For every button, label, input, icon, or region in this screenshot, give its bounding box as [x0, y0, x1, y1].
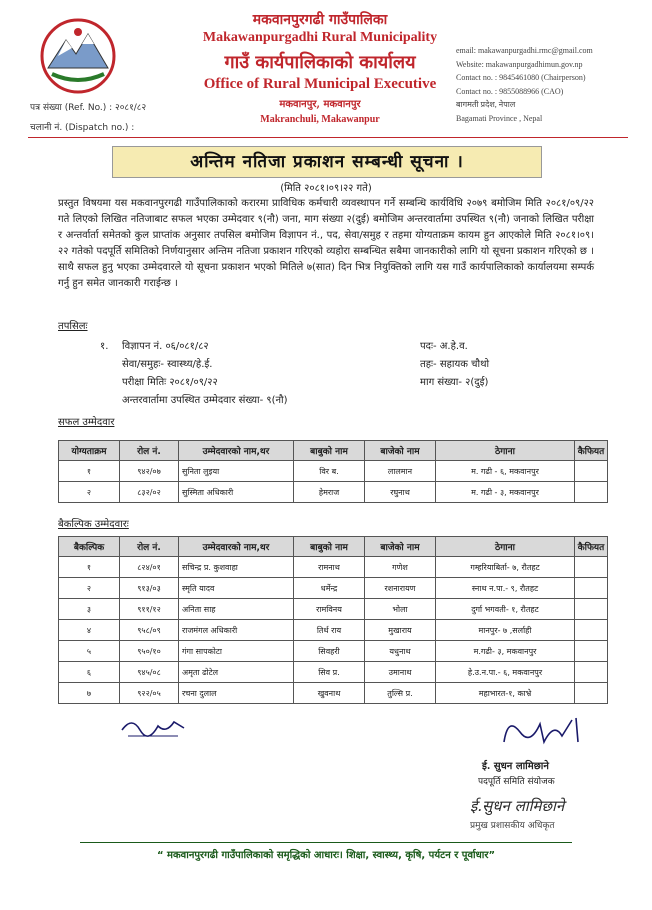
cell — [575, 641, 608, 662]
cell: लालमान — [365, 461, 436, 482]
table-row — [59, 461, 608, 482]
cell: ९२२/०५ — [120, 683, 179, 704]
footer-divider — [80, 842, 572, 843]
municipality-name-en: Makawanpurgadhi Rural Municipality — [202, 30, 438, 45]
cell: भोला — [365, 599, 436, 620]
cell: सिव प्र. — [294, 662, 365, 683]
cell: तुल्सि प्र. — [365, 683, 436, 704]
table-row — [59, 641, 608, 662]
service-group: सेवा/समुहः- स्वास्थ्य/हे.ई. — [122, 359, 213, 370]
dispatch-no: चलानी नं. (Dispatch no.) : — [30, 123, 135, 133]
cell: सिवहरी — [294, 641, 365, 662]
notice-date: (मिति २०८१।०९।२२ गते) — [280, 183, 372, 194]
cell: ९५८/०९ — [120, 620, 179, 641]
footer-slogan: “ मकवानपुरगढी गाउँपालिकाको समृद्धिको आधारः। शिक्षा, स्वास्थ्य, कृषि, पर्यटन र पूर्वाधार” — [156, 850, 496, 861]
stamp-name: ई.सुधन लामिछाने — [470, 797, 565, 815]
cell: रचना दुलाल — [179, 683, 294, 704]
cell: ५ — [59, 641, 120, 662]
col-address: ठेगाना — [436, 441, 575, 461]
alternate-heading: बैकल्पिक उम्मेदवारः — [58, 519, 129, 530]
alternate-table — [58, 536, 608, 704]
cell: ९४५/०८ — [120, 662, 179, 683]
present-count: अन्तरवार्तामा उपस्थित उम्मेदवार संख्या- ९(नौ) — [122, 395, 288, 406]
cell: हे.उ.न.पा.- ६, मकवानपुर — [436, 662, 575, 683]
col-grandfather: बाजेको नाम — [365, 441, 436, 461]
tapsil-label: तपसिलः — [58, 321, 88, 332]
table-header-row — [59, 537, 608, 557]
right-signature — [500, 712, 590, 756]
emblem-logo — [38, 16, 118, 96]
contact-block — [456, 44, 650, 126]
cell: तिर्थ राय — [294, 620, 365, 641]
col-father: बाबुको नाम — [294, 537, 365, 557]
cell: रामनाथ — [294, 557, 365, 578]
cell — [575, 599, 608, 620]
col-alt: बैकल्पिक — [59, 537, 120, 557]
place-en: Makranchuli, Makawanpur — [260, 114, 380, 125]
cell: अमृता ढोटेल — [179, 662, 294, 683]
signatory-role: पदपूर्ति समिति संयोजक — [478, 777, 555, 787]
cell: ८२४/०१ — [120, 557, 179, 578]
cell — [575, 461, 608, 482]
cell: गंगा सापकोटा — [179, 641, 294, 662]
cell: ४ — [59, 620, 120, 641]
cell: धर्मेन्द्र — [294, 578, 365, 599]
col-grandfather: बाजेको नाम — [365, 537, 436, 557]
col-roll: रोल नं. — [120, 537, 179, 557]
cell: स्नाथ न.पा.- ९, रौतहट — [436, 578, 575, 599]
cell: म. गढी - ६, मकवानपुर — [436, 461, 575, 482]
cell: म.गढी- ३, मकवानपुर — [436, 641, 575, 662]
email-text: email: makawanpurgadhi.rmc@gmail.com — [456, 46, 593, 55]
col-rank: योग्यताक्रम — [59, 441, 120, 461]
cell: राजमंगल अधिकारी — [179, 620, 294, 641]
exam-date: परीक्षा मितिः २०८१/०९/२२ — [122, 377, 218, 388]
office-name-en: Office of Rural Municipal Executive — [203, 76, 437, 92]
col-name: उम्मेदवारको नाम,थर — [179, 441, 294, 461]
province-np: बागमती प्रदेश, नेपाल — [456, 100, 516, 110]
post: पदः- अ.हे.व. — [420, 341, 468, 352]
cell — [575, 482, 608, 503]
table-row — [59, 557, 608, 578]
cell: मुखाराय — [365, 620, 436, 641]
cell: दुर्गा भगवती- १, रौतहट — [436, 599, 575, 620]
col-roll: रोल नं. — [120, 441, 179, 461]
website-text: Website: makawanpurgadhimun.gov.np — [456, 59, 583, 69]
cell: ९११/१२ — [120, 599, 179, 620]
col-remarks: कैफियत — [575, 537, 608, 557]
table-row — [59, 683, 608, 704]
cell: सुस्मिता अधिकारी — [179, 482, 294, 503]
cell: रघुनाथ — [365, 482, 436, 503]
table-header-row — [59, 441, 608, 461]
place-np: मकवानपुर, मकवानपुर — [279, 99, 361, 110]
province-en: Bagamati Province , Nepal — [456, 113, 543, 123]
cell: १ — [59, 557, 120, 578]
ad-no: विज्ञापन नं. ०६/०८१/८२ — [122, 341, 209, 352]
cell: ९४२/०७ — [120, 461, 179, 482]
level: तहः- सहायक चौथो — [420, 359, 490, 370]
col-address: ठेगाना — [436, 537, 575, 557]
cell: ९१३/०३ — [120, 578, 179, 599]
contact-chair: Contact no. : 9845461080 (Chairperson) — [456, 73, 586, 83]
cell — [575, 620, 608, 641]
cell: यधुनाथ — [365, 641, 436, 662]
cell: १ — [59, 461, 120, 482]
cell: ३ — [59, 599, 120, 620]
cell — [575, 662, 608, 683]
cell: स्मृति यादव — [179, 578, 294, 599]
col-remarks: कैफियत — [575, 441, 608, 461]
col-father: बाबुको नाम — [294, 441, 365, 461]
cell: अनिता साह — [179, 599, 294, 620]
cell: म. गढी - ३, मकवानपुर — [436, 482, 575, 503]
successful-table — [58, 440, 608, 503]
cell: ८३२/०२ — [120, 482, 179, 503]
cell — [575, 578, 608, 599]
table-row — [59, 599, 608, 620]
table-row — [59, 620, 608, 641]
notice-body: प्रस्तुत विषयमा यस मकवानपुरगढी गाउँपालिकाको करारमा प्राविधिक कर्मचारी व्यवस्थापन गर्ने सम्बन्धि कार्यविधि २०७९ बमोजिम मिति २०८१/०९/२२ गते लिएको लिखित नतिजाबाट सफल भएका उम्मेदवार ९(नौ) जना, माग संख्या २(दुई) बमोजिम अन्तरवार्तामा उपस्थित ९(नौ) जनाको लिखित परीक्षा र अन्तर्वार्ता समेतको कुल प्राप्तांक अनुसार तपसिल बमोजिम विज्ञापन नं., पद, सेवा/समुह र तहमा योग्यताक्रम कायम हुन आएकोले मिति २०८१।०९।२२ गतेको पदपूर्ति समितिको निर्णयानुसार अन्तिम नतिजा प्रकाशन गरिएको व्यहोरा सम्बन्धित सबैमा जानकारीको लागि यो सूचना प्रकाशन गरिएको छ । साथै सफल हुनु भएका उम्मेदवारले यो सूचना प्रकाशन भएको मितिले ७(सात) दिन भित्र नियुक्तिको लागि यस गाउँ कार्यपालिकाको कार्यालयमा सम्पर्क गर्नु हुन समेत जानकारी गराईन्छ । — [58, 198, 594, 289]
cell: सुनिता लुइया — [179, 461, 294, 482]
cell: उमानाथ — [365, 662, 436, 683]
cell: खुवनाथ — [294, 683, 365, 704]
demand-count: माग संख्या- २(दुई) — [420, 377, 489, 388]
cell: हेमराज — [294, 482, 365, 503]
cell: विर ब. — [294, 461, 365, 482]
cell: २ — [59, 482, 120, 503]
cell: गणेश — [365, 557, 436, 578]
office-name-np: गाउँ कार्यपालिकाको कार्यालय — [224, 52, 416, 73]
col-name: उम्मेदवारको नाम,थर — [179, 537, 294, 557]
detail-num: १. — [100, 341, 109, 352]
successful-heading: सफल उम्मेदवार — [58, 417, 115, 428]
cell: सचिन्द्र प्र. कुशवाहा — [179, 557, 294, 578]
contact-cao: Contact no. : 9855088966 (CAO) — [456, 86, 564, 96]
table-row — [59, 482, 608, 503]
cell: गम्हरियाबिर्ता- ७, रौतहट — [436, 557, 575, 578]
header-divider — [28, 137, 628, 138]
cell: मानपुर- ७ ,सर्लाही — [436, 620, 575, 641]
stamp-role: प्रमुख प्रशासकीय अधिकृत — [470, 821, 555, 831]
table-row — [59, 578, 608, 599]
cell: रामविनय — [294, 599, 365, 620]
cell — [575, 683, 608, 704]
cell: रशनारायण — [365, 578, 436, 599]
notice-title: अन्तिम नतिजा प्रकाशन सम्बन्धी सूचना । — [112, 146, 542, 178]
table-row — [59, 662, 608, 683]
municipality-name-np: मकवानपुरगढी गाउँपालिका — [252, 12, 388, 28]
cell: ६ — [59, 662, 120, 683]
cell: महाभारत-१, काभ्रे — [436, 683, 575, 704]
signatory-name: ई. सुधन लामिछाने — [482, 761, 549, 772]
cell — [575, 557, 608, 578]
cell: ९५०/१० — [120, 641, 179, 662]
left-signature — [118, 712, 188, 746]
cell: ७ — [59, 683, 120, 704]
cell: २ — [59, 578, 120, 599]
ref-no: पत्र संख्या (Ref. No.) : २०८१/८२ — [30, 103, 147, 113]
